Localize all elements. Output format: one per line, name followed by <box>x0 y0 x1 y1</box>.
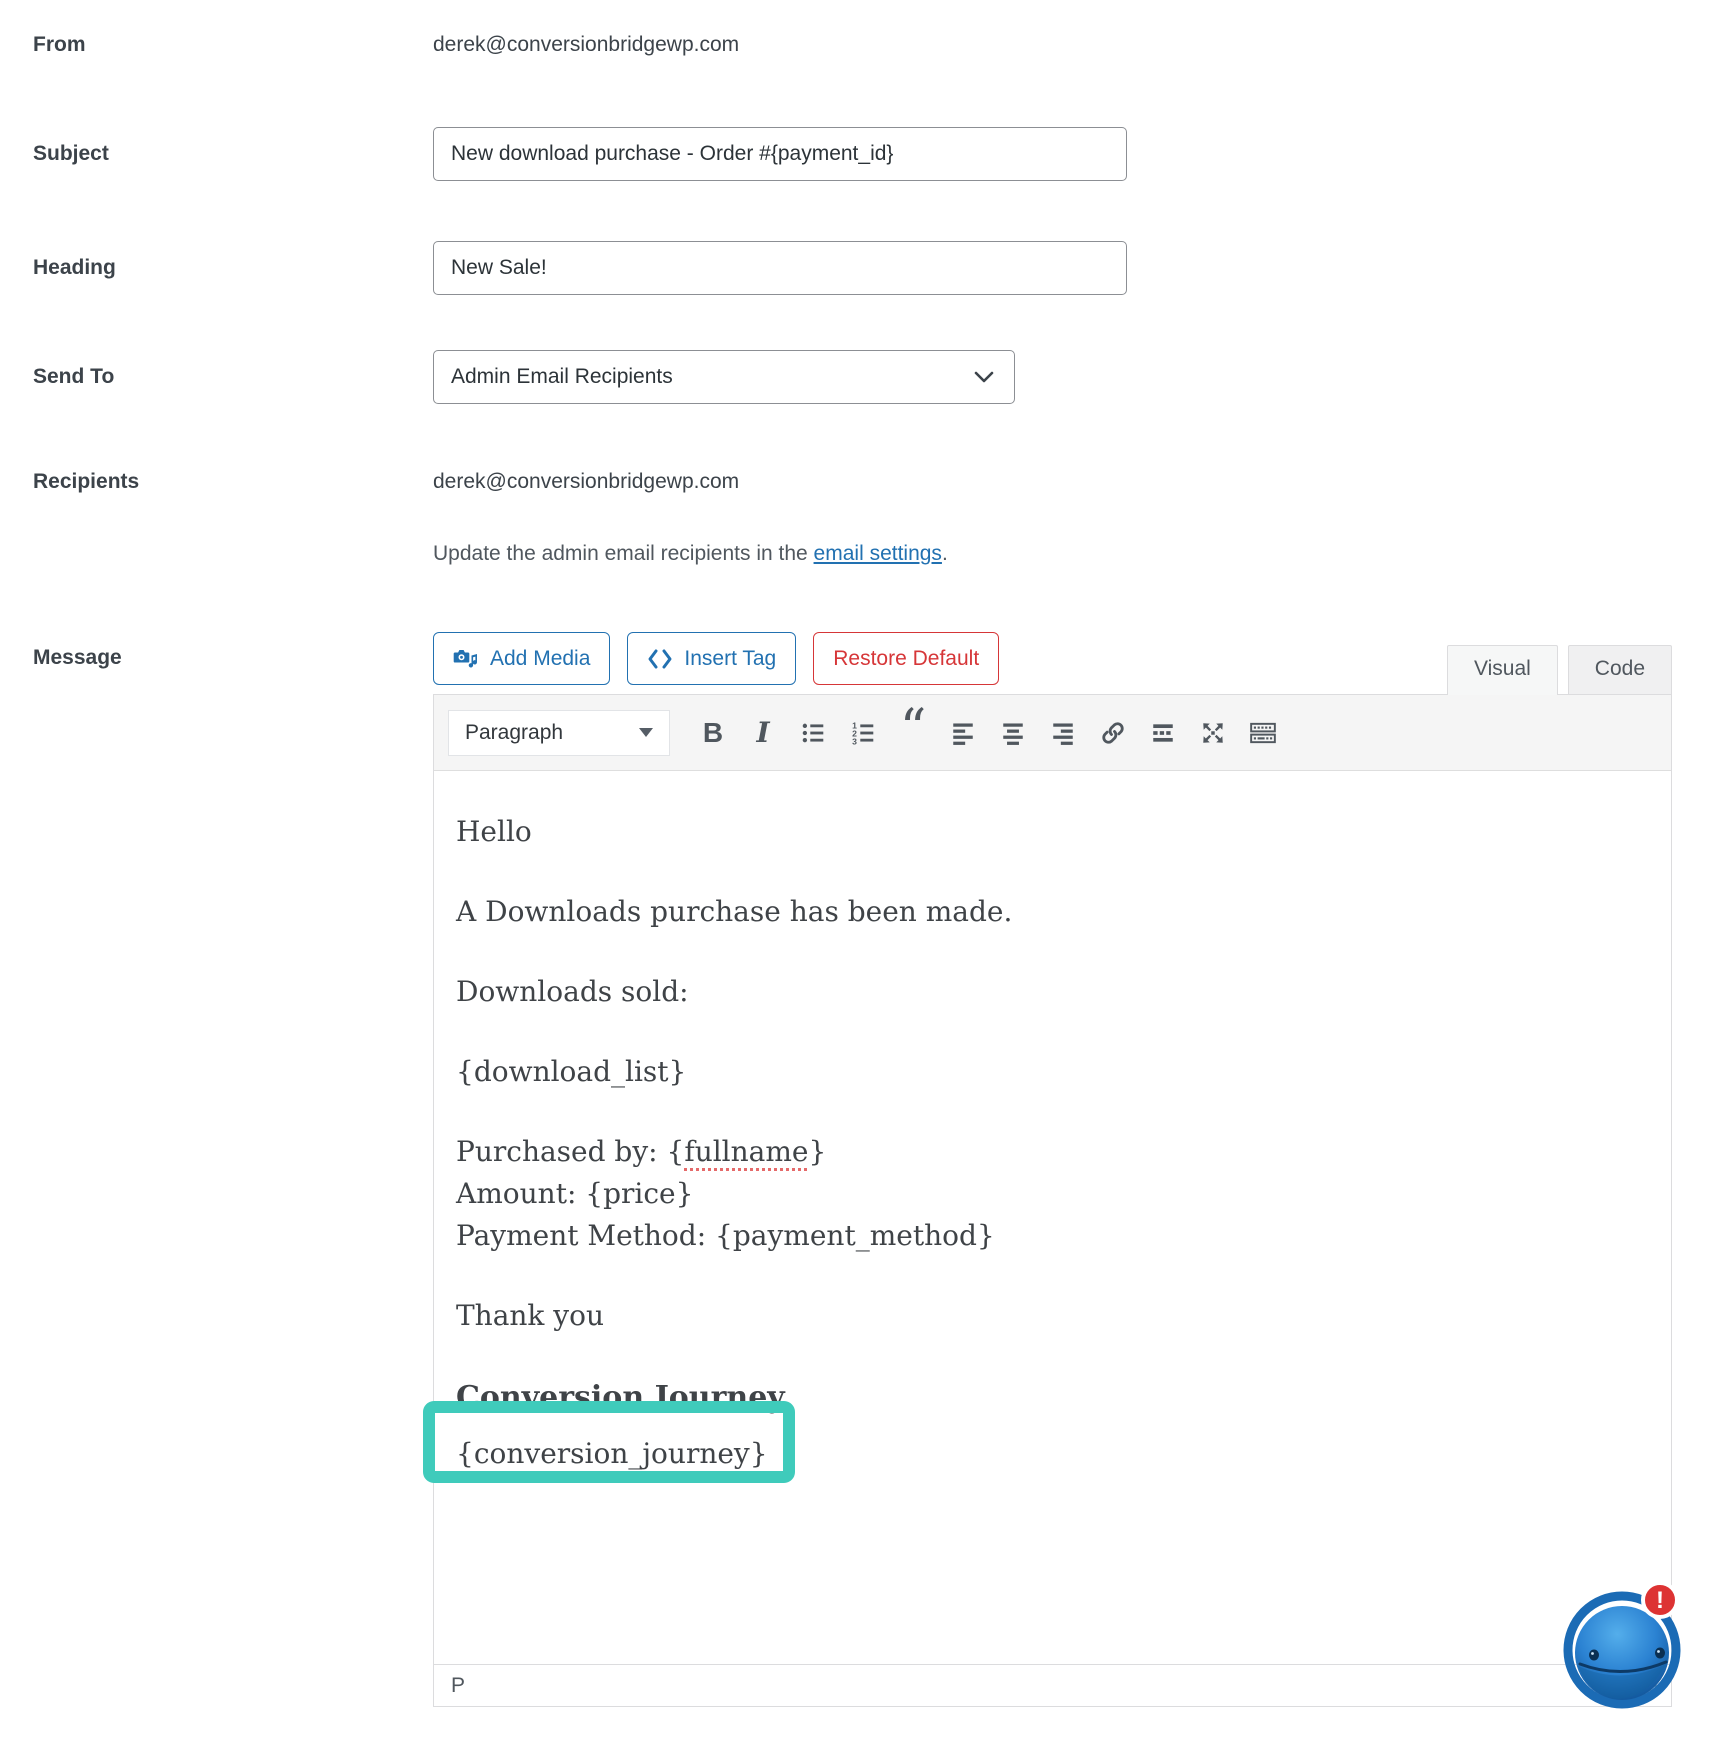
purchased-by-text: Purchased by: { <box>456 1135 685 1168</box>
numbered-list-button[interactable] <box>840 710 886 756</box>
editor-mode-tabs <box>1447 645 1672 694</box>
send-to-select[interactable] <box>433 350 1015 404</box>
subject-row <box>0 127 1710 181</box>
fullname-token: fullname <box>684 1135 809 1168</box>
message-label: Message <box>33 646 122 669</box>
read-more-icon <box>1150 720 1176 746</box>
editor-topbar <box>433 632 1672 694</box>
editor-paragraph-multiline <box>456 1131 1645 1257</box>
editor-paragraph: Hello <box>456 815 532 848</box>
message-editor-content[interactable] <box>434 771 1671 1664</box>
chevron-down-icon <box>974 371 994 383</box>
editor-toolbar <box>434 695 1671 771</box>
insert-link-button[interactable] <box>1090 710 1136 756</box>
amount-text: Amount: {price} <box>456 1177 694 1210</box>
keyboard-icon <box>1249 720 1277 746</box>
notification-badge: ! <box>1656 1587 1664 1614</box>
add-media-button[interactable] <box>433 632 610 685</box>
recipients-label: Recipients <box>33 470 140 493</box>
brace-close: } <box>808 1135 827 1168</box>
align-right-button[interactable] <box>1040 710 1086 756</box>
recipients-helper-row <box>0 542 1710 566</box>
align-left-button[interactable] <box>940 710 986 756</box>
bold-icon: B <box>702 716 724 748</box>
support-mascot-widget[interactable] <box>1556 1580 1688 1725</box>
conversion-journey-heading: Conversion Journey <box>456 1380 785 1415</box>
helper-suffix: . <box>941 542 948 565</box>
subject-input[interactable] <box>433 127 1127 181</box>
message-row <box>0 632 1710 1707</box>
send-to-label: Send To <box>33 365 115 388</box>
heading-row <box>0 241 1710 295</box>
align-left-icon <box>950 720 976 746</box>
send-to-selected-value: Admin Email Recipients <box>451 365 673 388</box>
recipients-helper-text <box>433 542 1710 566</box>
email-settings-link[interactable]: email settings <box>813 542 942 565</box>
bold-button[interactable] <box>690 710 736 756</box>
align-center-icon <box>1000 720 1026 746</box>
numbered-list-icon <box>850 720 876 746</box>
code-brackets-icon <box>647 648 673 670</box>
heading-label: Heading <box>33 256 116 279</box>
bulleted-list-icon <box>800 720 826 746</box>
tab-code[interactable]: Code <box>1568 645 1672 694</box>
from-label: From <box>33 33 86 56</box>
caret-down-icon <box>639 728 653 737</box>
payment-method-text: Payment Method: {payment_method} <box>456 1219 995 1252</box>
editor-frame <box>433 694 1672 1707</box>
blockquote-button[interactable] <box>890 698 936 759</box>
subject-label: Subject <box>33 142 109 165</box>
fullscreen-icon <box>1200 720 1226 746</box>
tab-visual[interactable]: Visual <box>1447 645 1558 695</box>
align-center-button[interactable] <box>990 710 1036 756</box>
recipients-row <box>0 470 1710 494</box>
add-media-label: Add Media <box>490 646 591 670</box>
blockquote-icon: “ <box>899 698 927 759</box>
bulleted-list-button[interactable] <box>790 710 836 756</box>
conversion-journey-token: {conversion_journey} <box>456 1437 768 1470</box>
editor-statusbar <box>434 1664 1671 1706</box>
svg-text:3: 3 <box>852 736 857 747</box>
editor-element-path[interactable]: P <box>451 1673 466 1697</box>
editor-paragraph: A Downloads purchase has been made. <box>456 895 1013 928</box>
read-more-button[interactable] <box>1140 710 1186 756</box>
svg-text:1: 1 <box>852 720 857 731</box>
italic-button[interactable] <box>740 710 786 756</box>
restore-default-label: Restore Default <box>833 646 980 670</box>
message-editor <box>433 632 1672 1707</box>
paragraph-format-value: Paragraph <box>465 720 564 744</box>
heading-input[interactable] <box>433 241 1127 295</box>
editor-paragraph: {download_list} <box>456 1055 687 1088</box>
conversion-journey-block <box>456 1375 1645 1475</box>
restore-default-button[interactable] <box>813 632 999 685</box>
keyboard-toggle-button[interactable] <box>1240 710 1286 756</box>
from-value: derek@conversionbridgewp.com <box>433 33 740 56</box>
from-row <box>0 33 1710 57</box>
insert-tag-button[interactable] <box>627 632 796 685</box>
media-icon <box>453 647 479 671</box>
link-icon <box>1100 720 1126 746</box>
editor-paragraph: Thank you <box>456 1299 605 1332</box>
insert-tag-label: Insert Tag <box>684 646 777 670</box>
editor-paragraph: Downloads sold: <box>456 975 689 1008</box>
paragraph-format-select[interactable] <box>448 710 670 756</box>
recipients-value: derek@conversionbridgewp.com <box>433 470 740 493</box>
whale-mascot-icon <box>1556 1580 1688 1720</box>
helper-prefix: Update the admin email recipients in the <box>433 542 814 565</box>
fullscreen-button[interactable] <box>1190 710 1236 756</box>
italic-icon: I <box>756 716 770 749</box>
svg-text:2: 2 <box>852 728 857 739</box>
send-to-row <box>0 350 1710 404</box>
align-right-icon <box>1050 720 1076 746</box>
